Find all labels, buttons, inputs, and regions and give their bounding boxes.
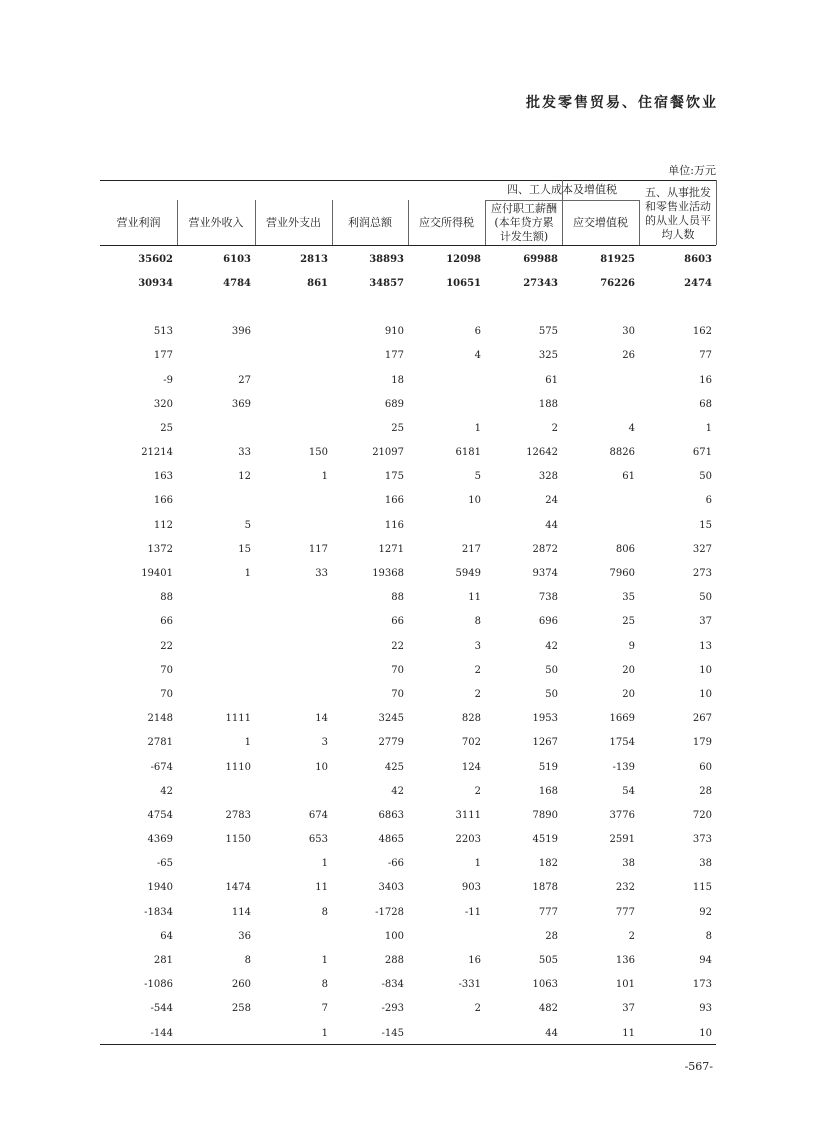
table-cell: -9: [163, 374, 173, 386]
table-cell: 33: [315, 568, 328, 580]
table-cell: 33: [238, 447, 251, 459]
table-cell: 9374: [532, 568, 558, 580]
table-cell: 720: [692, 809, 712, 821]
table-cell: 101: [615, 979, 635, 991]
running-head: 批发零售贸易、住宿餐饮业: [526, 95, 718, 111]
table-cell: 2: [551, 422, 558, 434]
table-cell: 1: [474, 858, 481, 870]
table-row: [100, 876, 716, 900]
table-cell: -144: [150, 1027, 173, 1039]
table-row: [100, 247, 716, 271]
table-cell: 168: [538, 785, 558, 797]
table-cell: 42: [391, 785, 404, 797]
table-cell: 18: [391, 374, 404, 386]
table-cell: 112: [153, 519, 173, 531]
table-cell: 54: [622, 785, 635, 797]
table-cell: 100: [384, 930, 404, 942]
table-cell: 2: [474, 1003, 481, 1015]
table-cell: 77: [699, 350, 712, 362]
table-cell: 50: [545, 664, 558, 676]
header-divider: [485, 200, 486, 245]
table-cell: 182: [538, 858, 558, 870]
table-cell: 1: [244, 568, 251, 580]
table-cell: 505: [538, 955, 558, 967]
table-cell: -65: [156, 858, 173, 870]
table-cell: 4: [628, 422, 635, 434]
table-cell: 93: [699, 1003, 712, 1015]
table-cell: 425: [384, 761, 404, 773]
table-cell: 4784: [223, 277, 251, 289]
table-cell: 8: [321, 906, 328, 918]
table-cell: -834: [381, 979, 404, 991]
table-cell: 11: [468, 592, 481, 604]
table-cell: 8: [244, 955, 251, 967]
table-cell: 38: [622, 858, 635, 870]
table-cell: 42: [545, 640, 558, 652]
table-cell: 3776: [609, 809, 635, 821]
table-cell: 2872: [532, 543, 558, 555]
table-cell: 4519: [532, 834, 558, 846]
table-row: [100, 320, 716, 344]
table-cell: 24: [545, 495, 558, 507]
table-cell: 1878: [532, 882, 558, 894]
table-row: [100, 295, 716, 319]
table-cell: 5: [244, 519, 251, 531]
table-cell: 1267: [532, 737, 558, 749]
table-cell: 328: [538, 471, 558, 483]
table-cell: 861: [307, 277, 328, 289]
table-cell: 3403: [378, 882, 404, 894]
table-cell: 482: [538, 1003, 558, 1015]
header-non-operating-income: 营业外收入: [188, 215, 244, 229]
table-cell: 10: [468, 495, 481, 507]
table-row: [100, 561, 716, 585]
table-cell: 8: [321, 979, 328, 991]
table-cell: 13: [699, 640, 712, 652]
table-cell: 8: [474, 616, 481, 628]
table-cell: 25: [622, 616, 635, 628]
table-cell: 124: [461, 761, 481, 773]
table-cell: 150: [308, 447, 328, 459]
table-cell: 273: [692, 568, 712, 580]
header-group-labor-cost-vat: 四、工人成本及增值税: [507, 183, 617, 196]
table-cell: 1111: [225, 713, 251, 725]
table-cell: 66: [391, 616, 404, 628]
table-row: [100, 803, 716, 827]
table-row: [100, 731, 716, 755]
table-cell: 70: [391, 688, 404, 700]
table-cell: 1953: [532, 713, 558, 725]
table-row: [100, 537, 716, 561]
table-cell: 738: [538, 592, 558, 604]
table-row: [100, 682, 716, 706]
table-cell: -145: [381, 1027, 404, 1039]
table-cell: 28: [699, 785, 712, 797]
table-cell: 28: [545, 930, 558, 942]
table-row: [100, 755, 716, 779]
table-cell: 3111: [455, 809, 481, 821]
table-cell: 2781: [147, 737, 173, 749]
table-cell: 3: [474, 640, 481, 652]
table-cell: 94: [699, 955, 712, 967]
table-row: [100, 392, 716, 416]
table-cell: 258: [231, 1003, 251, 1015]
table-cell: 806: [615, 543, 635, 555]
table-cell: 5: [474, 471, 481, 483]
table-cell: 369: [231, 398, 251, 410]
table-cell: 1940: [147, 882, 173, 894]
table-cell: 30934: [138, 277, 173, 289]
table-cell: 1: [321, 955, 328, 967]
table-cell: 653: [308, 834, 328, 846]
table-cell: 22: [391, 640, 404, 652]
table-cell: 519: [538, 761, 558, 773]
table-row: [100, 779, 716, 803]
table-cell: 2779: [378, 737, 404, 749]
table-cell: 6: [705, 495, 712, 507]
table-cell: 373: [692, 834, 712, 846]
table-cell: 1: [244, 737, 251, 749]
table-cell: 777: [538, 906, 558, 918]
table-cell: 689: [384, 398, 404, 410]
header-operating-profit: 营业利润: [116, 215, 161, 229]
table-cell: 188: [538, 398, 558, 410]
table-cell: 2474: [684, 277, 712, 289]
table-cell: 1: [474, 422, 481, 434]
table-cell: 20: [622, 688, 635, 700]
table-row: [100, 271, 716, 295]
table-cell: 777: [615, 906, 635, 918]
table-row: [100, 489, 716, 513]
header-non-operating-expense: 营业外支出: [266, 215, 321, 229]
table-cell: 910: [384, 326, 404, 338]
table-cell: 81925: [600, 253, 635, 265]
table-cell: 1754: [609, 737, 635, 749]
table-cell: 16: [468, 955, 481, 967]
table-cell: 2: [474, 785, 481, 797]
table-cell: 10: [315, 761, 328, 773]
table-cell: 10: [699, 1027, 712, 1039]
table-cell: 175: [384, 471, 404, 483]
header-divider: [639, 200, 640, 245]
table-cell: 136: [615, 955, 635, 967]
table-cell: -1728: [375, 906, 404, 918]
table-cell: 327: [692, 543, 712, 555]
table-row: [100, 900, 716, 924]
table-cell: 166: [384, 495, 404, 507]
table-row: [100, 634, 716, 658]
table-cell: 8603: [684, 253, 712, 265]
table-cell: 15: [238, 543, 251, 555]
table-cell: 88: [160, 592, 173, 604]
table-cell: 37: [699, 616, 712, 628]
table-cell: 70: [160, 664, 173, 676]
table-cell: -1834: [144, 906, 173, 918]
table-cell: -293: [381, 1003, 404, 1015]
table-cell: 5949: [455, 568, 481, 580]
table-cell: 19368: [372, 568, 404, 580]
table-cell: 21214: [141, 447, 173, 459]
table-cell: 3: [321, 737, 328, 749]
table-cell: 674: [308, 809, 328, 821]
table-cell: 64: [160, 930, 173, 942]
table-cell: 42: [160, 785, 173, 797]
table-cell: 2783: [225, 809, 251, 821]
table-cell: 34857: [369, 277, 404, 289]
table-cell: 2: [474, 688, 481, 700]
table-cell: -11: [464, 906, 481, 918]
table-cell: 69988: [523, 253, 558, 265]
table-cell: 1: [321, 858, 328, 870]
table-cell: 166: [153, 495, 173, 507]
table-row: [100, 707, 716, 731]
table-cell: 12: [238, 471, 251, 483]
table-row: [100, 586, 716, 610]
table-cell: 44: [545, 519, 558, 531]
table-cell: 177: [384, 350, 404, 362]
table-cell: 4754: [147, 809, 173, 821]
table-cell: 1474: [225, 882, 251, 894]
header-bottom-rule: [100, 245, 716, 246]
table-cell: -674: [150, 761, 173, 773]
table-cell: 396: [231, 326, 251, 338]
header-avg-employees: 五、从事批发和零售业活动的从业人员平均人数: [645, 185, 711, 241]
table-cell: 1150: [225, 834, 251, 846]
page-number: -567-: [684, 1060, 713, 1073]
table-cell: 177: [153, 350, 173, 362]
table-cell: 38: [699, 858, 712, 870]
table-cell: 7: [321, 1003, 328, 1015]
table-cell: 50: [545, 688, 558, 700]
table-cell: 30: [622, 326, 635, 338]
table-cell: 8: [705, 930, 712, 942]
table-cell: 1110: [225, 761, 251, 773]
table-cell: 6103: [223, 253, 251, 265]
table-cell: 92: [699, 906, 712, 918]
table-cell: 12098: [446, 253, 481, 265]
table-cell: 117: [308, 543, 328, 555]
table-cell: 70: [160, 688, 173, 700]
table-cell: 7960: [609, 568, 635, 580]
table-cell: 8826: [609, 447, 635, 459]
table-row: [100, 1021, 716, 1045]
table-cell: 260: [231, 979, 251, 991]
table-cell: 114: [231, 906, 251, 918]
table-cell: 4865: [378, 834, 404, 846]
table-cell: 9: [628, 640, 635, 652]
table-cell: 1: [705, 422, 712, 434]
table-cell: 1372: [147, 543, 173, 555]
table-cell: 35602: [138, 253, 173, 265]
table-cell: 16: [699, 374, 712, 386]
table-row: [100, 924, 716, 948]
table-cell: 2591: [609, 834, 635, 846]
table-cell: 12642: [526, 447, 558, 459]
table-cell: 115: [692, 882, 712, 894]
table-row: [100, 610, 716, 634]
table-cell: -139: [612, 761, 635, 773]
table-cell: 2: [628, 930, 635, 942]
table-cell: 163: [153, 471, 173, 483]
table-cell: 88: [391, 592, 404, 604]
table-cell: 10: [699, 688, 712, 700]
table-row: [100, 973, 716, 997]
table-header: [100, 180, 716, 245]
table-row: [100, 416, 716, 440]
table-cell: 38893: [369, 253, 404, 265]
table-cell: 1: [321, 1027, 328, 1039]
table-cell: 903: [461, 882, 481, 894]
table-cell: -66: [387, 858, 404, 870]
table-cell: 50: [699, 592, 712, 604]
table-cell: 14: [315, 713, 328, 725]
table-cell: 671: [692, 447, 712, 459]
table-cell: 76226: [600, 277, 635, 289]
table-row: [100, 368, 716, 392]
table-cell: 70: [391, 664, 404, 676]
table-row: [100, 852, 716, 876]
table-cell: 2813: [300, 253, 328, 265]
table-cell: 36: [238, 930, 251, 942]
table-cell: 217: [461, 543, 481, 555]
table-cell: 828: [461, 713, 481, 725]
table-cell: 696: [538, 616, 558, 628]
table-row: [100, 441, 716, 465]
table-cell: 267: [692, 713, 712, 725]
table-cell: 179: [692, 737, 712, 749]
table-row: [100, 465, 716, 489]
table-cell: 3245: [378, 713, 404, 725]
table-cell: 25: [391, 422, 404, 434]
table-cell: 37: [622, 1003, 635, 1015]
table-cell: 1669: [609, 713, 635, 725]
table-cell: 162: [692, 326, 712, 338]
header-income-tax-payable: 应交所得税: [419, 215, 474, 229]
unit-label: 单位:万元: [668, 164, 716, 177]
table-cell: 66: [160, 616, 173, 628]
table-cell: 4: [474, 350, 481, 362]
table-cell: 1: [321, 471, 328, 483]
table-cell: 50: [699, 471, 712, 483]
table-cell: 27343: [523, 277, 558, 289]
table-cell: 4369: [147, 834, 173, 846]
table-cell: 116: [384, 519, 404, 531]
table-cell: 2203: [455, 834, 481, 846]
table-cell: 513: [153, 326, 173, 338]
table-cell: 25: [160, 422, 173, 434]
table-cell: 44: [545, 1027, 558, 1039]
header-vat-payable: 应交增值税: [573, 215, 628, 229]
table-cell: 575: [538, 326, 558, 338]
table-body: [100, 247, 716, 1045]
header-payroll-payable: 应付职工薪酬(本年贷方累计发生额): [491, 201, 557, 243]
table-row: [100, 828, 716, 852]
table-cell: 1063: [532, 979, 558, 991]
table-cell: 19401: [141, 568, 173, 580]
table-cell: 15: [699, 519, 712, 531]
table-cell: 22: [160, 640, 173, 652]
table-cell: 6: [474, 326, 481, 338]
table-cell: 21097: [372, 447, 404, 459]
table-cell: 60: [699, 761, 712, 773]
table-cell: 6863: [378, 809, 404, 821]
table-cell: 173: [692, 979, 712, 991]
table-cell: -1086: [144, 979, 173, 991]
table-cell: 320: [153, 398, 173, 410]
table-cell: 61: [622, 471, 635, 483]
table-cell: 288: [384, 955, 404, 967]
table-cell: 27: [238, 374, 251, 386]
table-cell: 2: [474, 664, 481, 676]
table-cell: 61: [545, 374, 558, 386]
table-cell: 10: [699, 664, 712, 676]
table-bottom-rule: [100, 1044, 716, 1045]
table-row: [100, 344, 716, 368]
table-cell: 281: [153, 955, 173, 967]
table-row: [100, 997, 716, 1021]
table-cell: 1271: [378, 543, 404, 555]
table-cell: 11: [315, 882, 328, 894]
table-cell: 11: [622, 1027, 635, 1039]
table-row: [100, 513, 716, 537]
table-row: [100, 658, 716, 682]
table-cell: 7890: [532, 809, 558, 821]
table-cell: 26: [622, 350, 635, 362]
table-cell: 6181: [455, 447, 481, 459]
table-cell: 20: [622, 664, 635, 676]
table-cell: 232: [615, 882, 635, 894]
table-cell: 35: [622, 592, 635, 604]
table-cell: 2148: [147, 713, 173, 725]
table-cell: 68: [699, 398, 712, 410]
table-cell: 10651: [446, 277, 481, 289]
header-divider: [639, 180, 640, 200]
table-row: [100, 948, 716, 972]
table-cell: -544: [150, 1003, 173, 1015]
header-total-profit: 利润总额: [348, 215, 392, 229]
table-cell: 702: [461, 737, 481, 749]
table-cell: 325: [538, 350, 558, 362]
table-cell: -331: [458, 979, 481, 991]
header-divider: [716, 180, 717, 245]
